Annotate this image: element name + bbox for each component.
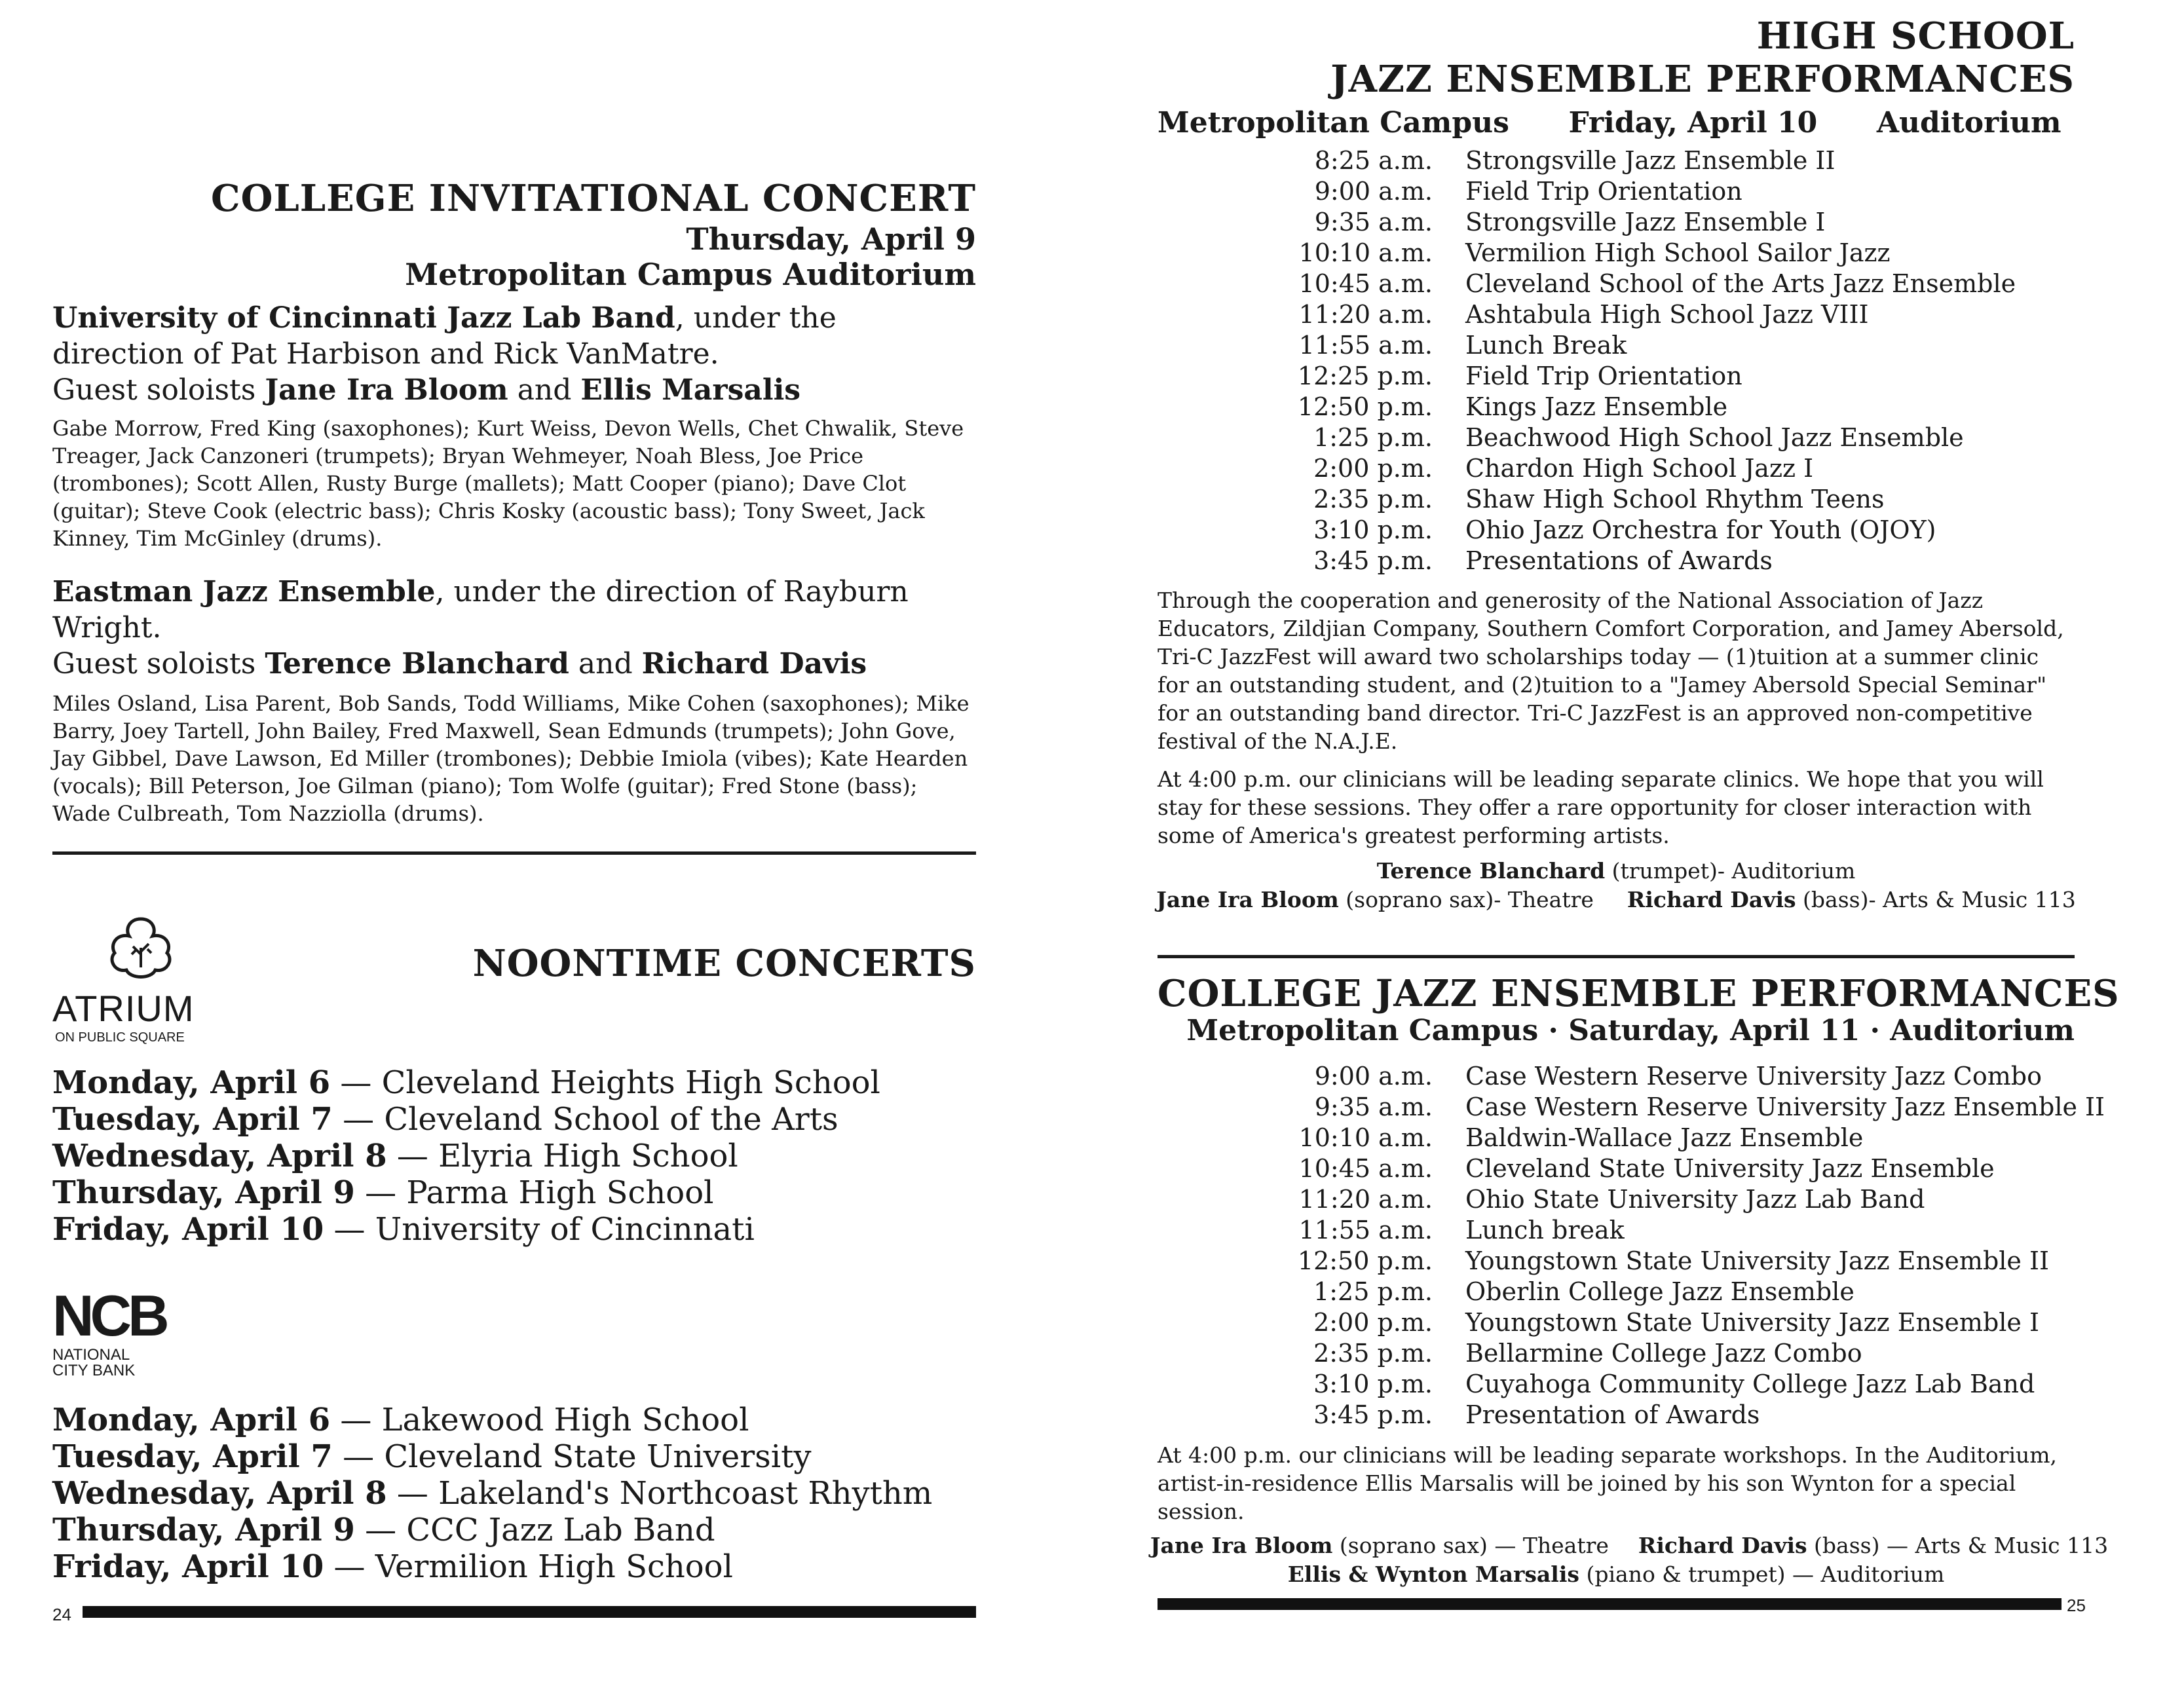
table-row: 9:00 a.m. Case Western Reserve University Jazz Combo xyxy=(1314,1062,2042,1091)
table-row: 10:10 a.m. Vermilion High School Sailor Jazz xyxy=(1298,238,1891,267)
table-row: 11:55 a.m. Lunch break xyxy=(1298,1216,1625,1244)
band1-guest-prefix: Guest soloists xyxy=(52,373,265,407)
college-title: COLLEGE JAZZ ENSEMBLE PERFORMANCES xyxy=(1158,972,2120,1015)
hs-clinic-line1 xyxy=(1158,858,2075,884)
college-workshop-paragraph: At 4:00 p.m. our clinicians will be leading separate workshops. In the Auditorium, artist-in-residence Ellis Marsalis will be joined by his son Wynton for a special session. xyxy=(1158,1442,2058,1524)
w3-rest: (piano & trumpet) — Auditorium xyxy=(1579,1561,1945,1587)
hs-title-line2: JAZZ ENSEMBLE PERFORMANCES xyxy=(1330,58,2075,101)
table-row: 11:20 a.m. Ohio State University Jazz Lab Band xyxy=(1298,1185,1925,1214)
tree-logo-icon xyxy=(88,914,193,986)
atrium-logo-sub: ON PUBLIC SQUARE xyxy=(55,1030,185,1045)
hs-scholarship-paragraph: Through the cooperation and generosity of the National Association of Jazz Educators, Zildjian Company, Southern Comfort Corporation, and Jamey Abersold, Tri-C JazzFest will award two scholarships today — (1)tuition at a summer clinic for an outstanding student, and (2)tuition to a "Jamey Abersold Special Seminar" for an outstanding band director. Tri-C JazzFest is an approved non-competitive festival of the N.A.J.E. xyxy=(1158,588,2064,754)
clinic2-rest: (soprano sax)- Theatre xyxy=(1338,887,1594,912)
divider xyxy=(1158,955,2075,958)
page-number: 24 xyxy=(52,1605,71,1624)
atrium-logo xyxy=(52,914,236,1045)
table-row: 9:35 a.m. Strongsville Jazz Ensemble I xyxy=(1314,208,1826,236)
band2-guest-prefix: Guest soloists xyxy=(52,647,265,681)
clinic2-name: Jane Ira Bloom xyxy=(1156,887,1339,912)
atrium-list xyxy=(52,1064,880,1248)
w1-name: Jane Ira Bloom xyxy=(1150,1533,1333,1558)
table-row: 11:20 a.m. Ashtabula High School Jazz VIII xyxy=(1298,300,1869,329)
table-row: 2:00 p.m. Chardon High School Jazz I xyxy=(1313,454,1814,483)
atrium-logo-name: ATRIUM xyxy=(52,988,195,1029)
list-item: Friday, April 10 — Vermilion High School xyxy=(52,1548,733,1585)
table-row: 12:50 p.m. Youngstown State University Jazz Ensemble II xyxy=(1297,1246,2050,1275)
hs-clinic-paragraph: At 4:00 p.m. our clinicians will be leading separate clinics. We hope that you will stay for these sessions. They offer a rare opportunity for closer interaction with some of America's greatest performing artists. xyxy=(1158,766,2044,848)
noontime-title: NOONTIME CONCERTS xyxy=(472,942,976,985)
ncb-logo-line2: CITY BANK xyxy=(52,1362,136,1379)
table-row: 3:10 p.m. Ohio Jazz Orchestra for Youth (OJOY) xyxy=(1313,515,1936,544)
right-page xyxy=(1092,0,2184,1682)
hs-sub-place: Auditorium xyxy=(1876,106,2062,140)
table-row: 8:25 a.m. Strongsville Jazz Ensemble II xyxy=(1314,146,1836,175)
footer-bar xyxy=(1158,1598,2062,1610)
band1-guest2: Ellis Marsalis xyxy=(580,373,801,407)
band2-and: and xyxy=(569,647,642,681)
band2-description xyxy=(52,574,976,682)
list-item: Wednesday, April 8 — Lakeland's Northcoast Rhythm xyxy=(52,1475,933,1512)
college-invitational-date: Thursday, April 9 xyxy=(686,221,976,257)
list-item: Friday, April 10 — University of Cincinnati xyxy=(52,1211,755,1248)
table-row: 9:00 a.m. Field Trip Orientation xyxy=(1314,177,1742,206)
list-item: Tuesday, April 7 — Cleveland State University xyxy=(52,1438,812,1475)
table-row: 10:10 a.m. Baldwin-Wallace Jazz Ensemble xyxy=(1298,1123,1864,1152)
band2-guest2: Richard Davis xyxy=(641,647,867,681)
band1-description xyxy=(52,300,976,408)
table-row: 10:45 a.m. Cleveland State University Jazz Ensemble xyxy=(1298,1154,1995,1183)
table-row: 2:35 p.m. Shaw High School Rhythm Teens xyxy=(1313,485,1885,514)
w2-rest: (bass) — Arts & Music 113 xyxy=(1807,1533,2109,1558)
table-row: 9:35 a.m. Case Western Reserve University Jazz Ensemble II xyxy=(1314,1093,2105,1121)
college-workshop-line2 xyxy=(1158,1561,2075,1587)
ncb-logo xyxy=(52,1283,183,1392)
ncb-logo-mark: NCB xyxy=(52,1283,166,1348)
ncb-list xyxy=(52,1402,932,1585)
clinic3-name: Richard Davis xyxy=(1627,887,1796,912)
band2-name: Eastman Jazz Ensemble xyxy=(52,575,436,608)
band2-members: Miles Osland, Lisa Parent, Bob Sands, Todd Williams, Mike Cohen (saxophones); Mike Barry, Joey Tartell, John Bailey, Fred Maxwell, Sean Edmunds (trumpets); John Gove, Jay Gibbel, Dave Lawson, Ed Miller (trombones); Debbie Imiola (vibes); Kate Hearden (vocals); Bill Peterson, Joe Gilman (piano); Tom Wolfe (guitar); Fred Stone (bass); Wade Culbreath, Tom Nazziolla (drums). xyxy=(52,691,970,826)
list-item: Monday, April 6 — Cleveland Heights High School xyxy=(52,1064,880,1101)
hs-clinic-line2 xyxy=(1131,887,2101,912)
band2-guest1: Terence Blanchard xyxy=(265,647,569,681)
college-subtitle: Metropolitan Campus · Saturday, April 11 · Auditorium xyxy=(1186,1014,2075,1047)
hs-title-line1: HIGH SCHOOL xyxy=(1756,14,2075,58)
hs-schedule xyxy=(1158,145,2107,576)
table-row: 1:25 p.m. Oberlin College Jazz Ensemble xyxy=(1313,1277,1855,1306)
hs-sub-campus: Metropolitan Campus xyxy=(1158,106,1509,140)
college-workshop-line1 xyxy=(1118,1533,2140,1558)
band1-name: University of Cincinnati Jazz Lab Band xyxy=(52,301,675,335)
page-number: 25 xyxy=(2067,1596,2086,1615)
w1-rest: (soprano sax) — Theatre xyxy=(1332,1533,1609,1558)
list-item: Thursday, April 9 — CCC Jazz Lab Band xyxy=(52,1512,715,1548)
band1-members: Gabe Morrow, Fred King (saxophones); Kurt Weiss, Devon Wells, Chet Chwalik, Steve Treager, Jack Canzoneri (trumpets); Bryan Wehmeyer, Noah Bless, Joe Price (trombones); Scott Allen, Rusty Burge (mallets); Matt Cooper (piano); Dave Clot (guitar); Steve Cook (electric bass); Chris Kosky (acoustic bass); Tony Sweet, Jack Kinney, Tim McGinley (drums). xyxy=(52,416,964,551)
w2-name: Richard Davis xyxy=(1638,1533,1807,1558)
band2-direction: , under the direction of Rayburn Wright. xyxy=(52,575,909,645)
college-invitational-title: COLLEGE INVITATIONAL CONCERT xyxy=(211,177,976,220)
list-item: Thursday, April 9 — Parma High School xyxy=(52,1174,714,1211)
band1-guest1: Jane Ira Bloom xyxy=(265,373,508,407)
table-row: 12:25 p.m. Field Trip Orientation xyxy=(1297,362,1742,390)
divider xyxy=(52,851,976,855)
footer-bar xyxy=(83,1606,976,1618)
list-item: Wednesday, April 8 — Elyria High School xyxy=(52,1138,738,1174)
table-row: 3:10 p.m. Cuyahoga Community College Jazz Lab Band xyxy=(1313,1370,2035,1398)
hs-sub-date: Friday, April 10 xyxy=(1568,106,1818,140)
table-row: 10:45 a.m. Cleveland School of the Arts Jazz Ensemble xyxy=(1298,269,2016,298)
college-invitational-location: Metropolitan Campus Auditorium xyxy=(405,257,976,292)
table-row: 3:45 p.m. Presentation of Awards xyxy=(1313,1400,1760,1429)
list-item: Tuesday, April 7 — Cleveland School of the Arts xyxy=(52,1101,838,1138)
clinic1-rest: (trumpet)- Auditorium xyxy=(1605,858,1856,884)
table-row: 2:00 p.m. Youngstown State University Jazz Ensemble I xyxy=(1313,1308,2040,1337)
clinic1-name: Terence Blanchard xyxy=(1376,858,1606,884)
table-row: 12:50 p.m. Kings Jazz Ensemble xyxy=(1297,392,1728,421)
band1-and: and xyxy=(508,373,581,407)
hs-subtitle xyxy=(1158,106,2075,140)
w3-name: Ellis & Wynton Marsalis xyxy=(1287,1561,1579,1587)
band1-direction: , under the direction of Pat Harbison and Rick VanMatre. xyxy=(52,301,837,371)
table-row: 3:45 p.m. Presentations of Awards xyxy=(1313,546,1773,575)
table-row: 11:55 a.m. Lunch Break xyxy=(1298,331,1627,360)
table-row: 1:25 p.m. Beachwood High School Jazz Ensemble xyxy=(1313,423,1964,452)
ncb-logo-line1: NATIONAL xyxy=(52,1346,130,1364)
list-item: Monday, April 6 — Lakewood High School xyxy=(52,1402,749,1438)
clinic3-rest: (bass)- Arts & Music 113 xyxy=(1796,887,2076,912)
table-row: 2:35 p.m. Bellarmine College Jazz Combo xyxy=(1313,1339,1862,1368)
college-schedule xyxy=(1158,1061,2127,1430)
